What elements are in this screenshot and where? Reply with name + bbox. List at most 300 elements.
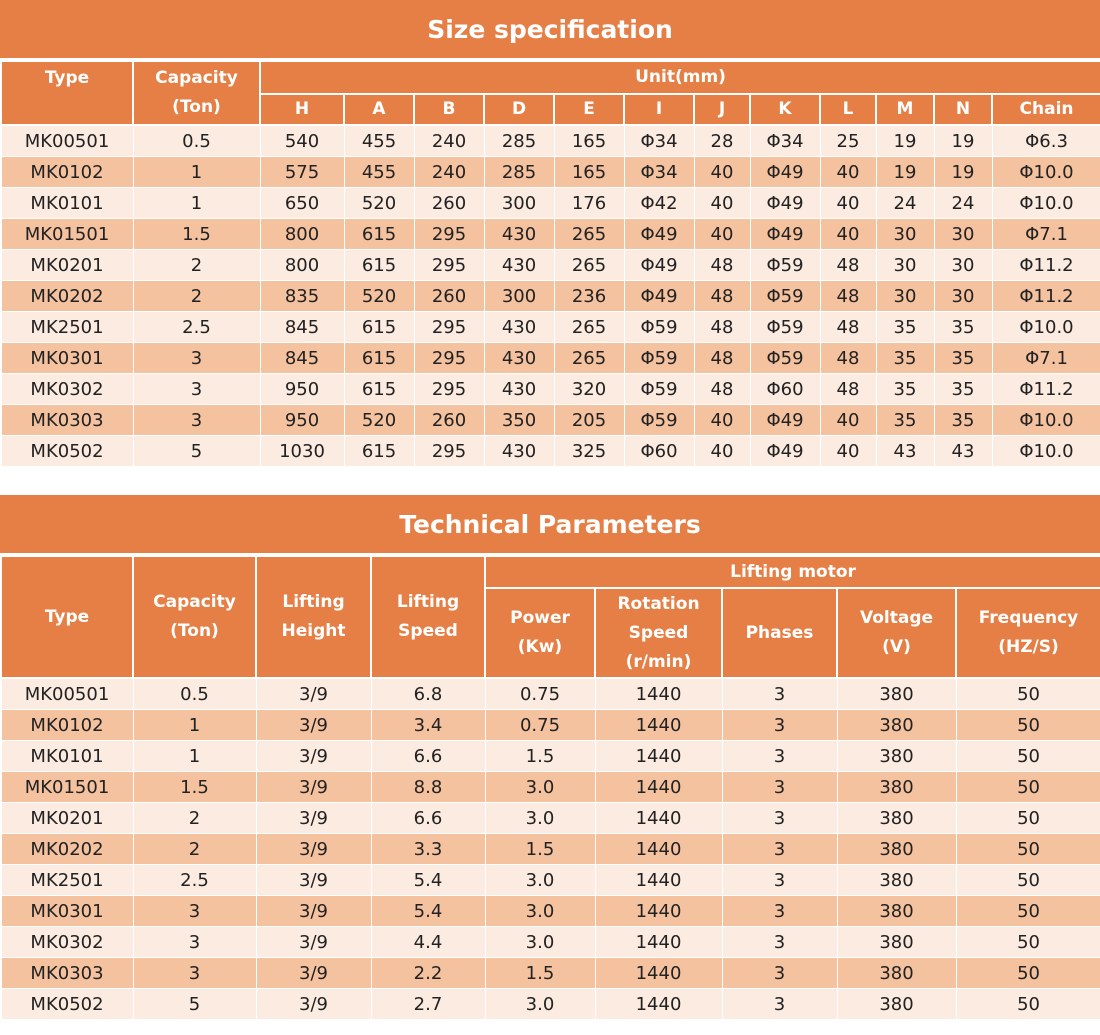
table-cell: 165 bbox=[554, 125, 624, 157]
table-cell: Φ59 bbox=[750, 250, 820, 281]
header-capacity-line2: (Ton) bbox=[172, 97, 221, 117]
size-specification-section bbox=[0, 0, 1100, 467]
table-cell: MK0201 bbox=[1, 250, 133, 281]
table-cell: 2.5 bbox=[133, 865, 256, 896]
table-cell: 265 bbox=[554, 343, 624, 374]
table-cell: 615 bbox=[344, 343, 414, 374]
table-cell: Φ10.0 bbox=[992, 157, 1100, 188]
table-cell: 455 bbox=[344, 125, 414, 157]
table-cell: 176 bbox=[554, 188, 624, 219]
table-cell: 1 bbox=[133, 710, 256, 741]
table-cell: 40 bbox=[820, 188, 876, 219]
section-gap bbox=[0, 475, 1100, 495]
table-cell: Φ34 bbox=[750, 125, 820, 157]
table-cell: 0.5 bbox=[133, 125, 260, 157]
tech-header-capacity-line1: Capacity bbox=[153, 592, 236, 612]
table-row bbox=[1, 374, 1100, 405]
table-cell: Φ59 bbox=[624, 343, 694, 374]
header-dim: L bbox=[820, 94, 876, 125]
table-cell: 30 bbox=[934, 281, 992, 312]
table-cell: 1.5 bbox=[485, 958, 595, 989]
technical-parameters-table bbox=[0, 555, 1100, 1020]
table-cell: 50 bbox=[956, 834, 1100, 865]
table-cell: MK01501 bbox=[1, 772, 133, 803]
tech-header-lifting-height-line1: Lifting bbox=[282, 592, 345, 612]
table-cell: 1440 bbox=[595, 896, 722, 927]
table-cell: 295 bbox=[414, 312, 484, 343]
tech-header-frequency-line1: Frequency bbox=[978, 608, 1079, 628]
table-cell: 3 bbox=[133, 374, 260, 405]
table-cell: 260 bbox=[414, 188, 484, 219]
table-cell: 28 bbox=[694, 125, 750, 157]
tech-header-type: Type bbox=[1, 556, 133, 678]
table-cell: 3 bbox=[133, 927, 256, 958]
header-dim: J bbox=[694, 94, 750, 125]
table-cell: 3 bbox=[722, 710, 837, 741]
table-cell: 380 bbox=[837, 772, 956, 803]
table-cell: 205 bbox=[554, 405, 624, 436]
table-cell: 3 bbox=[722, 865, 837, 896]
table-cell: 845 bbox=[260, 343, 344, 374]
table-cell: 380 bbox=[837, 710, 956, 741]
table-cell: 1.5 bbox=[133, 772, 256, 803]
tech-header-frequency bbox=[956, 588, 1100, 678]
table-cell: 6.8 bbox=[371, 678, 485, 710]
table-cell: Φ10.0 bbox=[992, 312, 1100, 343]
table-cell: 950 bbox=[260, 374, 344, 405]
table-cell: 43 bbox=[934, 436, 992, 467]
table-cell: 430 bbox=[484, 343, 554, 374]
tech-header-phases: Phases bbox=[722, 588, 837, 678]
table-cell: 236 bbox=[554, 281, 624, 312]
table-cell: 50 bbox=[956, 865, 1100, 896]
tech-header-rotation-line3: (r/min) bbox=[625, 651, 692, 672]
table-cell: 35 bbox=[876, 312, 934, 343]
table-cell: MK0101 bbox=[1, 188, 133, 219]
table-cell: 3.0 bbox=[485, 896, 595, 927]
table-cell: 265 bbox=[554, 219, 624, 250]
table-cell: 19 bbox=[934, 125, 992, 157]
table-cell: 240 bbox=[414, 157, 484, 188]
tech-header-power bbox=[485, 588, 595, 678]
table-cell: 540 bbox=[260, 125, 344, 157]
table-cell: 325 bbox=[554, 436, 624, 467]
table-cell: 2 bbox=[133, 834, 256, 865]
table-cell: 575 bbox=[260, 157, 344, 188]
table-cell: Φ6.3 bbox=[992, 125, 1100, 157]
tech-header-rotation-line1: Rotation bbox=[617, 593, 700, 614]
table-cell: MK01501 bbox=[1, 219, 133, 250]
table-cell: 240 bbox=[414, 125, 484, 157]
table-cell: 48 bbox=[820, 250, 876, 281]
table-cell: Φ49 bbox=[750, 219, 820, 250]
table-cell: 2.7 bbox=[371, 989, 485, 1020]
table-cell: 3/9 bbox=[256, 958, 371, 989]
table-cell: 3 bbox=[722, 927, 837, 958]
size-specification-title: Size specification bbox=[0, 0, 1100, 60]
table-row bbox=[1, 157, 1100, 188]
table-cell: Φ60 bbox=[624, 436, 694, 467]
table-row bbox=[1, 958, 1100, 989]
table-cell: 1440 bbox=[595, 741, 722, 772]
header-dim: Chain bbox=[992, 94, 1100, 125]
table-cell: 455 bbox=[344, 157, 414, 188]
table-cell: 380 bbox=[837, 989, 956, 1020]
table-row bbox=[1, 188, 1100, 219]
table-cell: Φ7.1 bbox=[992, 343, 1100, 374]
table-cell: 19 bbox=[876, 125, 934, 157]
table-cell: 300 bbox=[484, 281, 554, 312]
table-cell: 3/9 bbox=[256, 927, 371, 958]
table-cell: 8.8 bbox=[371, 772, 485, 803]
table-cell: 1440 bbox=[595, 927, 722, 958]
technical-parameters-title: Technical Parameters bbox=[0, 495, 1100, 555]
table-cell: 430 bbox=[484, 436, 554, 467]
table-cell: 50 bbox=[956, 927, 1100, 958]
table-cell: 1 bbox=[133, 741, 256, 772]
header-dim: D bbox=[484, 94, 554, 125]
table-cell: 3/9 bbox=[256, 678, 371, 710]
table-cell: Φ11.2 bbox=[992, 374, 1100, 405]
table-cell: 430 bbox=[484, 374, 554, 405]
header-dim: I bbox=[624, 94, 694, 125]
table-cell: 3 bbox=[133, 405, 260, 436]
table-cell: MK2501 bbox=[1, 865, 133, 896]
table-cell: 3.0 bbox=[485, 772, 595, 803]
table-cell: 3/9 bbox=[256, 741, 371, 772]
table-cell: 5.4 bbox=[371, 896, 485, 927]
table-cell: 35 bbox=[934, 312, 992, 343]
table-cell: 1.5 bbox=[485, 834, 595, 865]
table-cell: 24 bbox=[934, 188, 992, 219]
table-cell: 24 bbox=[876, 188, 934, 219]
table-cell: 35 bbox=[934, 343, 992, 374]
table-cell: MK0202 bbox=[1, 281, 133, 312]
table-cell: Φ49 bbox=[750, 436, 820, 467]
size-specification-table bbox=[0, 60, 1100, 467]
table-cell: 3/9 bbox=[256, 896, 371, 927]
table-cell: Φ7.1 bbox=[992, 219, 1100, 250]
table-cell: 260 bbox=[414, 405, 484, 436]
table-cell: Φ59 bbox=[624, 374, 694, 405]
tech-header-power-line1: Power bbox=[510, 608, 570, 628]
table-row bbox=[1, 803, 1100, 834]
table-cell: 615 bbox=[344, 436, 414, 467]
table-cell: 19 bbox=[934, 157, 992, 188]
table-row bbox=[1, 250, 1100, 281]
table-cell: 1.5 bbox=[133, 219, 260, 250]
table-cell: Φ49 bbox=[750, 157, 820, 188]
table-cell: 0.75 bbox=[485, 678, 595, 710]
table-cell: 3 bbox=[722, 958, 837, 989]
table-cell: 5 bbox=[133, 989, 256, 1020]
table-cell: 295 bbox=[414, 250, 484, 281]
table-cell: 3.0 bbox=[485, 989, 595, 1020]
table-cell: 50 bbox=[956, 710, 1100, 741]
tech-header-voltage bbox=[837, 588, 956, 678]
table-cell: Φ11.2 bbox=[992, 281, 1100, 312]
table-row bbox=[1, 772, 1100, 803]
tech-header-voltage-line1: Voltage bbox=[859, 608, 934, 628]
table-cell: MK0303 bbox=[1, 958, 133, 989]
table-cell: MK0102 bbox=[1, 710, 133, 741]
table-cell: 35 bbox=[876, 343, 934, 374]
table-cell: 48 bbox=[694, 374, 750, 405]
table-cell: 48 bbox=[694, 343, 750, 374]
table-cell: 3.4 bbox=[371, 710, 485, 741]
table-cell: 3 bbox=[133, 343, 260, 374]
table-cell: 5.4 bbox=[371, 865, 485, 896]
table-cell: 43 bbox=[876, 436, 934, 467]
table-cell: 300 bbox=[484, 188, 554, 219]
table-cell: 2 bbox=[133, 250, 260, 281]
table-cell: 48 bbox=[694, 312, 750, 343]
table-cell: 30 bbox=[876, 250, 934, 281]
tech-header-lifting-motor: Lifting motor bbox=[485, 556, 1100, 588]
header-dim: K bbox=[750, 94, 820, 125]
table-cell: 3 bbox=[722, 896, 837, 927]
table-cell: 1440 bbox=[595, 834, 722, 865]
table-cell: 650 bbox=[260, 188, 344, 219]
table-cell: 615 bbox=[344, 312, 414, 343]
table-cell: MK0302 bbox=[1, 927, 133, 958]
table-row bbox=[1, 678, 1100, 710]
table-cell: 3/9 bbox=[256, 865, 371, 896]
table-row bbox=[1, 343, 1100, 374]
table-cell: 380 bbox=[837, 834, 956, 865]
table-row bbox=[1, 834, 1100, 865]
table-cell: 3 bbox=[722, 772, 837, 803]
table-cell: MK0101 bbox=[1, 741, 133, 772]
table-cell: 1440 bbox=[595, 710, 722, 741]
table-cell: 615 bbox=[344, 374, 414, 405]
table-cell: 35 bbox=[934, 405, 992, 436]
table-cell: 2.2 bbox=[371, 958, 485, 989]
table-cell: 48 bbox=[694, 281, 750, 312]
table-cell: Φ59 bbox=[750, 343, 820, 374]
table-cell: 40 bbox=[694, 188, 750, 219]
table-cell: 50 bbox=[956, 896, 1100, 927]
table-cell: 845 bbox=[260, 312, 344, 343]
table-cell: 3.3 bbox=[371, 834, 485, 865]
table-cell: Φ10.0 bbox=[992, 405, 1100, 436]
table-cell: 295 bbox=[414, 219, 484, 250]
table-row bbox=[1, 281, 1100, 312]
table-cell: MK0303 bbox=[1, 405, 133, 436]
header-type bbox=[1, 61, 133, 125]
table-cell: 3 bbox=[722, 989, 837, 1020]
table-cell: 40 bbox=[820, 157, 876, 188]
tech-header-frequency-line2: (HZ/S) bbox=[998, 637, 1059, 657]
table-cell: 0.75 bbox=[485, 710, 595, 741]
table-cell: MK2501 bbox=[1, 312, 133, 343]
header-capacity bbox=[133, 61, 260, 125]
table-row bbox=[1, 405, 1100, 436]
table-cell: MK0102 bbox=[1, 157, 133, 188]
table-cell: 40 bbox=[694, 436, 750, 467]
header-type-label: Type bbox=[44, 68, 90, 88]
table-cell: 30 bbox=[876, 281, 934, 312]
table-cell: 3 bbox=[722, 741, 837, 772]
table-cell: 380 bbox=[837, 803, 956, 834]
header-dim: M bbox=[876, 94, 934, 125]
table-cell: Φ49 bbox=[624, 281, 694, 312]
table-cell: 40 bbox=[820, 219, 876, 250]
table-cell: 430 bbox=[484, 312, 554, 343]
tech-header-rotation-line2: Speed bbox=[628, 622, 689, 643]
table-cell: Φ59 bbox=[750, 312, 820, 343]
header-dim: N bbox=[934, 94, 992, 125]
table-cell: MK0202 bbox=[1, 834, 133, 865]
table-cell: 2 bbox=[133, 281, 260, 312]
tech-header-lifting-speed-line2: Speed bbox=[398, 621, 458, 641]
table-cell: 30 bbox=[934, 219, 992, 250]
technical-parameters-section bbox=[0, 495, 1100, 1020]
table-cell: 6.6 bbox=[371, 741, 485, 772]
tech-header-rotation-speed bbox=[595, 588, 722, 678]
table-cell: 380 bbox=[837, 678, 956, 710]
table-cell: 2 bbox=[133, 803, 256, 834]
table-cell: 48 bbox=[820, 374, 876, 405]
table-cell: 260 bbox=[414, 281, 484, 312]
table-row bbox=[1, 436, 1100, 467]
table-cell: MK0301 bbox=[1, 343, 133, 374]
table-cell: 48 bbox=[820, 281, 876, 312]
table-cell: 48 bbox=[820, 312, 876, 343]
table-cell: Φ42 bbox=[624, 188, 694, 219]
table-cell: 48 bbox=[694, 250, 750, 281]
table-cell: 40 bbox=[694, 157, 750, 188]
table-cell: 3 bbox=[133, 896, 256, 927]
table-cell: 4.4 bbox=[371, 927, 485, 958]
table-cell: Φ34 bbox=[624, 125, 694, 157]
table-cell: 3.0 bbox=[485, 927, 595, 958]
table-cell: Φ49 bbox=[624, 219, 694, 250]
table-cell: 295 bbox=[414, 374, 484, 405]
table-cell: 615 bbox=[344, 219, 414, 250]
table-cell: 265 bbox=[554, 250, 624, 281]
table-cell: 1440 bbox=[595, 772, 722, 803]
table-cell: 48 bbox=[820, 343, 876, 374]
table-cell: 265 bbox=[554, 312, 624, 343]
table-cell: 6.6 bbox=[371, 803, 485, 834]
tech-header-lifting-speed bbox=[371, 556, 485, 678]
tech-header-lifting-speed-line1: Lifting bbox=[396, 592, 460, 612]
table-cell: 430 bbox=[484, 219, 554, 250]
table-cell: Φ49 bbox=[750, 405, 820, 436]
table-row bbox=[1, 896, 1100, 927]
table-cell: 380 bbox=[837, 741, 956, 772]
table-cell: 520 bbox=[344, 405, 414, 436]
table-cell: Φ60 bbox=[750, 374, 820, 405]
table-cell: 380 bbox=[837, 927, 956, 958]
table-cell: 0.5 bbox=[133, 678, 256, 710]
table-cell: 30 bbox=[934, 250, 992, 281]
table-cell: Φ34 bbox=[624, 157, 694, 188]
table-cell: MK0502 bbox=[1, 989, 133, 1020]
table-row bbox=[1, 865, 1100, 896]
table-cell: 40 bbox=[694, 405, 750, 436]
table-cell: 950 bbox=[260, 405, 344, 436]
table-cell: 35 bbox=[876, 374, 934, 405]
table-cell: 3.0 bbox=[485, 865, 595, 896]
header-dim: E bbox=[554, 94, 624, 125]
table-cell: MK00501 bbox=[1, 678, 133, 710]
table-cell: 30 bbox=[876, 219, 934, 250]
table-cell: 3/9 bbox=[256, 834, 371, 865]
table-cell: 40 bbox=[820, 405, 876, 436]
table-cell: 165 bbox=[554, 157, 624, 188]
table-cell: 3/9 bbox=[256, 989, 371, 1020]
table-cell: 5 bbox=[133, 436, 260, 467]
table-cell: 615 bbox=[344, 250, 414, 281]
table-cell: 1440 bbox=[595, 865, 722, 896]
table-cell: 50 bbox=[956, 803, 1100, 834]
table-cell: MK00501 bbox=[1, 125, 133, 157]
table-cell: 800 bbox=[260, 250, 344, 281]
table-cell: Φ59 bbox=[750, 281, 820, 312]
table-row bbox=[1, 219, 1100, 250]
table-cell: 3/9 bbox=[256, 772, 371, 803]
tech-header-capacity bbox=[133, 556, 256, 678]
tech-header-lifting-height-line2: Height bbox=[281, 621, 346, 641]
table-cell: 2.5 bbox=[133, 312, 260, 343]
table-cell: Φ49 bbox=[750, 188, 820, 219]
table-cell: 3 bbox=[722, 834, 837, 865]
table-cell: Φ10.0 bbox=[992, 188, 1100, 219]
table-cell: 520 bbox=[344, 188, 414, 219]
table-cell: 285 bbox=[484, 157, 554, 188]
table-cell: 1440 bbox=[595, 989, 722, 1020]
table-cell: MK0301 bbox=[1, 896, 133, 927]
table-cell: 800 bbox=[260, 219, 344, 250]
table-cell: 3.0 bbox=[485, 803, 595, 834]
tech-header-power-line2: (Kw) bbox=[517, 637, 563, 657]
table-cell: Φ10.0 bbox=[992, 436, 1100, 467]
header-capacity-line1: Capacity bbox=[155, 68, 238, 88]
table-cell: MK0502 bbox=[1, 436, 133, 467]
table-cell: 3/9 bbox=[256, 803, 371, 834]
table-cell: 380 bbox=[837, 896, 956, 927]
table-cell: 35 bbox=[934, 374, 992, 405]
table-cell: Φ49 bbox=[624, 250, 694, 281]
table-row bbox=[1, 927, 1100, 958]
table-cell: Φ59 bbox=[624, 405, 694, 436]
table-cell: 50 bbox=[956, 772, 1100, 803]
tech-header-capacity-line2: (Ton) bbox=[170, 621, 219, 641]
table-row bbox=[1, 989, 1100, 1020]
header-dim: B bbox=[414, 94, 484, 125]
table-row bbox=[1, 312, 1100, 343]
table-cell: 320 bbox=[554, 374, 624, 405]
table-cell: 350 bbox=[484, 405, 554, 436]
table-cell: 40 bbox=[694, 219, 750, 250]
table-cell: 835 bbox=[260, 281, 344, 312]
table-cell: Φ11.2 bbox=[992, 250, 1100, 281]
table-cell: 1440 bbox=[595, 958, 722, 989]
table-cell: 1.5 bbox=[485, 741, 595, 772]
header-dim: H bbox=[260, 94, 344, 125]
header-dim: A bbox=[344, 94, 414, 125]
table-row bbox=[1, 710, 1100, 741]
table-cell: 1440 bbox=[595, 803, 722, 834]
table-cell: 285 bbox=[484, 125, 554, 157]
table-cell: 1440 bbox=[595, 678, 722, 710]
table-row bbox=[1, 741, 1100, 772]
table-cell: 25 bbox=[820, 125, 876, 157]
table-cell: Φ59 bbox=[624, 312, 694, 343]
table-cell: MK0201 bbox=[1, 803, 133, 834]
